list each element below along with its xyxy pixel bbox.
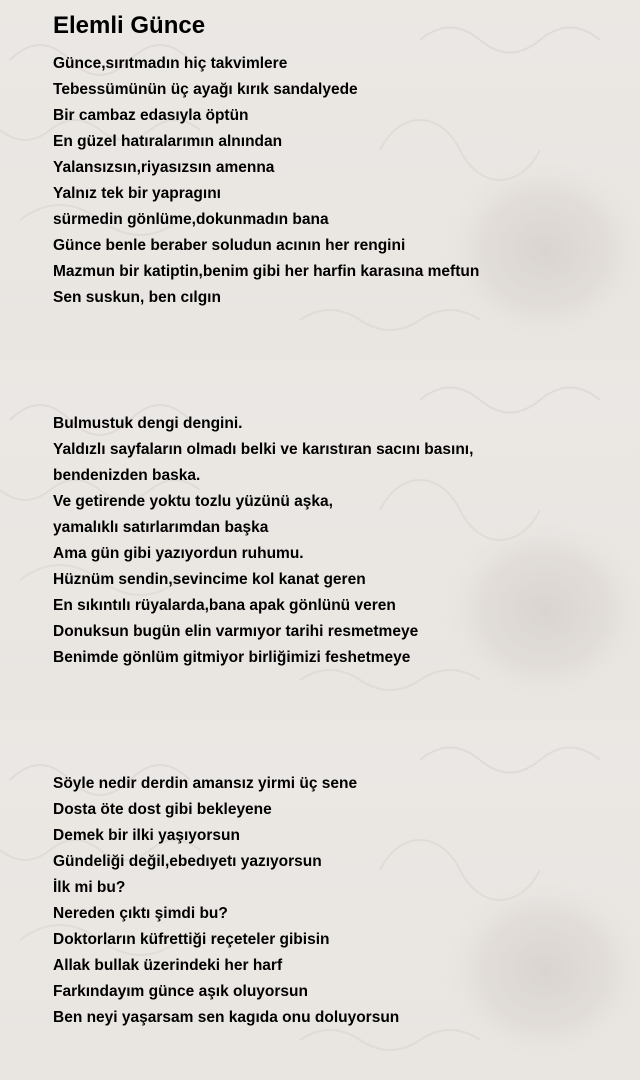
poem-line: Yaldızlı sayfaların olmadı belki ve karıstıran sacını basını, <box>53 441 474 458</box>
poem-line: Tebessümünün üç ayağı kırık sandalyede <box>53 81 358 98</box>
poem-line: Günce benle beraber soludun acının her rengini <box>53 237 406 254</box>
poem-line: Demek bir ilki yaşıyorsun <box>53 827 240 844</box>
poem-line: sürmedin gönlüme,dokunmadın bana <box>53 211 329 228</box>
poem-title: Elemli Günce <box>53 12 206 39</box>
poem-line: Doktorların küfrettiği reçeteler gibisin <box>53 931 330 948</box>
poem-line: Dosta öte dost gibi bekleyene <box>53 801 272 818</box>
poem-line: Söyle nedir derdin amansız yirmi üç sene <box>53 775 358 792</box>
poem-line: yamalıklı satırlarımdan başka <box>53 519 269 536</box>
ink-blot <box>440 875 640 1065</box>
poem-line: Farkındayım günce aşık oluyorsun <box>53 983 308 1000</box>
poem-line: Benimde gönlüm gitmiyor birliğimizi feshetmeye <box>53 649 411 666</box>
poem-line: Gündeliği değil,ebedıyetı yazıyorsun <box>53 853 322 870</box>
poem-line: İlk mi bu? <box>53 879 126 896</box>
poem-line: Yalansızsın,riyasızsın amenna <box>53 159 275 176</box>
stanza-3 <box>53 771 399 1031</box>
poem-line: Günce,sırıtmadın hiç takvimlere <box>53 55 288 72</box>
poem-line: Ama gün gibi yazıyordun ruhumu. <box>53 545 304 562</box>
poem-line: Nereden çıktı şimdi bu? <box>53 905 228 922</box>
poem-line: Ve getirende yoktu tozlu yüzünü aşka, <box>53 493 333 510</box>
poem-line: En güzel hatıralarımın alnından <box>53 133 283 150</box>
poem-line: Bir cambaz edasıyla öptün <box>53 107 249 124</box>
poem-line: Donuksun bugün elin varmıyor tarihi resmetmeye <box>53 623 419 640</box>
stanza-1 <box>53 51 479 311</box>
stanza-2 <box>53 411 473 671</box>
poem-line: Ben neyi yaşarsam sen kagıda onu doluyorsun <box>53 1009 400 1026</box>
poem-line: Sen suskun, ben cılgın <box>53 289 221 306</box>
poem-line: Allak bullak üzerindeki her harf <box>53 957 283 974</box>
poem-line: bendenizden baska. <box>53 467 201 484</box>
poem-line: En sıkıntılı rüyalarda,bana apak gönlünü veren <box>53 597 396 614</box>
poem-line: Hüznüm sendin,sevincime kol kanat geren <box>53 571 366 588</box>
poem-line: Mazmun bir katiptin,benim gibi her harfin karasına meftun <box>53 263 480 280</box>
poem-line: Bulmustuk dengi dengini. <box>53 415 243 432</box>
poem-line: Yalnız tek bir yapragını <box>53 185 221 202</box>
